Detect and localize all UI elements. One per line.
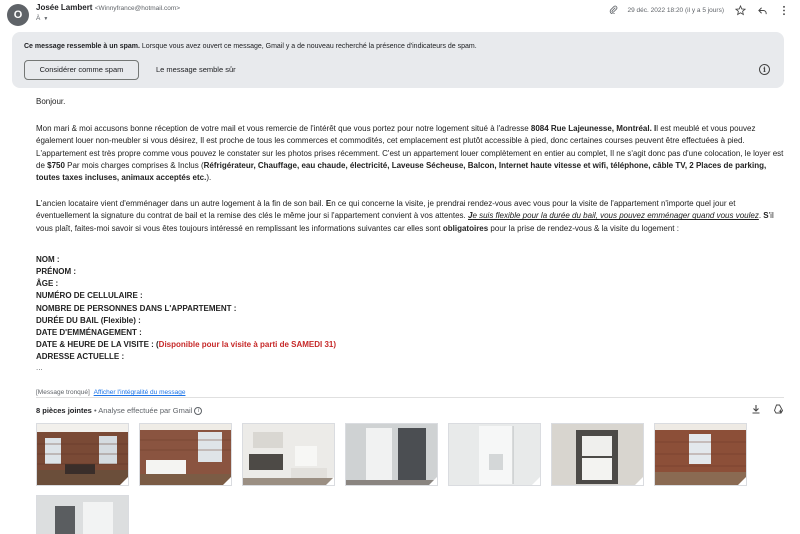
paragraph-description — [36, 123, 786, 184]
spam-warning-title: Ce message ressemble à un spam. — [24, 43, 140, 50]
add-to-drive-icon[interactable] — [773, 404, 784, 417]
field-label: PRÉNOM : — [36, 267, 76, 277]
text-run: pour la prise de rendez-vous & la visite du logement : — [488, 223, 679, 233]
rent-amount: $750 — [47, 160, 65, 170]
text-run: 'il vous plaît, faites-moi savoir si vous êtes toujours intéressé en remplissant les informations suivantes car elles sont — [36, 211, 774, 233]
text-run: ). — [206, 173, 212, 183]
separator: • — [91, 406, 99, 415]
text-run: obligatoires — [442, 223, 489, 233]
text-run: I — [654, 124, 657, 134]
attachment-thumbnail[interactable] — [345, 423, 438, 486]
sender-avatar[interactable]: O — [7, 4, 29, 26]
paperclip-icon — [609, 5, 618, 16]
text-run: S — [763, 211, 769, 221]
field-label: DATE D'EMMÉNAGEMENT : — [36, 328, 142, 338]
show-full-message-link[interactable]: Afficher l'intégralité du message — [93, 388, 186, 396]
text-run: ) — [333, 340, 337, 350]
field-label-visit — [36, 339, 786, 351]
star-icon[interactable] — [734, 4, 746, 16]
message-date: 29 déc. 2022 18:20 (il y a 5 jours) — [627, 6, 724, 14]
attachment-thumbnail[interactable] — [242, 423, 335, 486]
recipient-line[interactable] — [36, 15, 48, 22]
spam-warning-text — [24, 43, 477, 50]
trimmed-content-ellipsis[interactable]: ... — [36, 362, 43, 372]
text-run: J — [467, 211, 473, 221]
sender-name[interactable]: Josée Lambert — [36, 3, 93, 12]
info-icon[interactable]: i — [759, 64, 770, 75]
truncated-label: [Message tronqué] — [36, 388, 90, 396]
to-label: À — [36, 15, 41, 22]
chevron-down-icon[interactable]: ▼ — [43, 16, 49, 22]
flexible-lease-note: e suis flexible pour la durée du bail, vous pouvez emménager quand vous voulez — [472, 211, 759, 221]
spam-warning-banner — [12, 32, 784, 88]
header-actions — [609, 4, 790, 16]
sender-line — [36, 3, 180, 12]
property-address: 8084 Rue Lajeunesse, Montréal. — [530, 124, 652, 134]
scan-label: Analyse effectuée par Gmail — [98, 406, 193, 415]
text-run: Mon mari & moi accusons bonne réception de votre mail et vous remercie de l'intérêt que vous portez pour notre logement situé à l'adresse — [36, 124, 531, 134]
text-run: . — [758, 211, 764, 221]
attachment-thumbnail[interactable] — [551, 423, 644, 486]
text-run: DATE & HEURE DE LA VISITE : ( — [36, 340, 159, 350]
attachment-thumbnail[interactable] — [36, 495, 129, 534]
text-run: E — [325, 199, 332, 209]
text-run: n ce qui concerne la visite, je prendrai rendez-vous avec vous pour la visite de l'appartement n'importe quel jour et éventuellement la signature du contrat de bail et la remise des clés le même jour si l'appartement convient à vos attentes. — [36, 199, 736, 221]
attachment-thumbnail[interactable] — [139, 423, 232, 486]
visit-availability: Disponible pour la visite à parti de SAMEDI 31 — [158, 340, 334, 350]
attachment-thumbnail[interactable] — [36, 423, 129, 486]
field-label: NOMBRE DE PERSONNES DANS L'APPARTEMENT : — [36, 303, 237, 313]
message-header — [0, 0, 800, 30]
info-request-list — [36, 254, 786, 364]
info-icon[interactable]: i — [194, 407, 202, 415]
text-run: L — [36, 199, 41, 209]
report-spam-button[interactable]: Considérer comme spam — [24, 60, 139, 80]
attachments-count: 8 pièces jointes — [36, 406, 92, 415]
reply-icon[interactable] — [756, 4, 768, 16]
message-body — [36, 96, 786, 399]
greeting: Bonjour. — [36, 97, 66, 106]
attachments-actions — [751, 404, 784, 417]
field-label: ADRESSE ACTUELLE : — [36, 352, 125, 362]
attachment-thumbnail[interactable] — [448, 423, 541, 486]
more-vert-icon[interactable] — [778, 4, 790, 16]
divider — [36, 397, 784, 398]
text-run: l est meublé et vous pouvez également louer non-meubler si vous désirez, Il est proche de tous les commerces et commodités, cet emplacement est plutôt accessible à pied, donc certaines courses peuvent être effectuées à pied. L'appartement est très propre comme vous pouvez le constater sur les photos prises récemment. C'est un appartement louer complètement en entier au complet, Il ne s'agit donc pas d'une colocation, le loyer est de — [36, 124, 784, 170]
field-label: DURÉE DU BAIL (Flexible) : — [36, 315, 141, 325]
paragraph-visit — [36, 198, 786, 235]
field-label: NOM : — [36, 254, 60, 264]
attachments-header — [36, 406, 202, 415]
attachment-thumbnail[interactable] — [654, 423, 747, 486]
text-run: 'ancien locataire vient d'emménager dans un autre logement à la fin de son bail. — [40, 199, 326, 209]
field-label: ÂGE : — [36, 279, 59, 289]
included-amenities: Réfrigérateur, Chauffage, eau chaude, électricité, Laveuse Sécheuse, Balcon, Internet haute vitesse et wifi, téléphone, câble TV, 2 Places de parking, toutes taxes incluses, animaux acceptés etc. — [36, 160, 767, 183]
looks-safe-button[interactable]: Le message semble sûr — [156, 65, 236, 74]
spam-warning-detail: Lorsque vous avez ouvert ce message, Gmail y a de nouveau recherché la présence d'indicateurs de spam. — [141, 43, 477, 50]
download-all-icon[interactable] — [751, 404, 761, 417]
sender-email: <Winnyfrance@hotmail.com> — [94, 5, 181, 12]
field-label: NUMÉRO DE CELLULAIRE : — [36, 291, 143, 301]
text-run: Par mois charges comprises & Inclus ( — [64, 160, 204, 170]
